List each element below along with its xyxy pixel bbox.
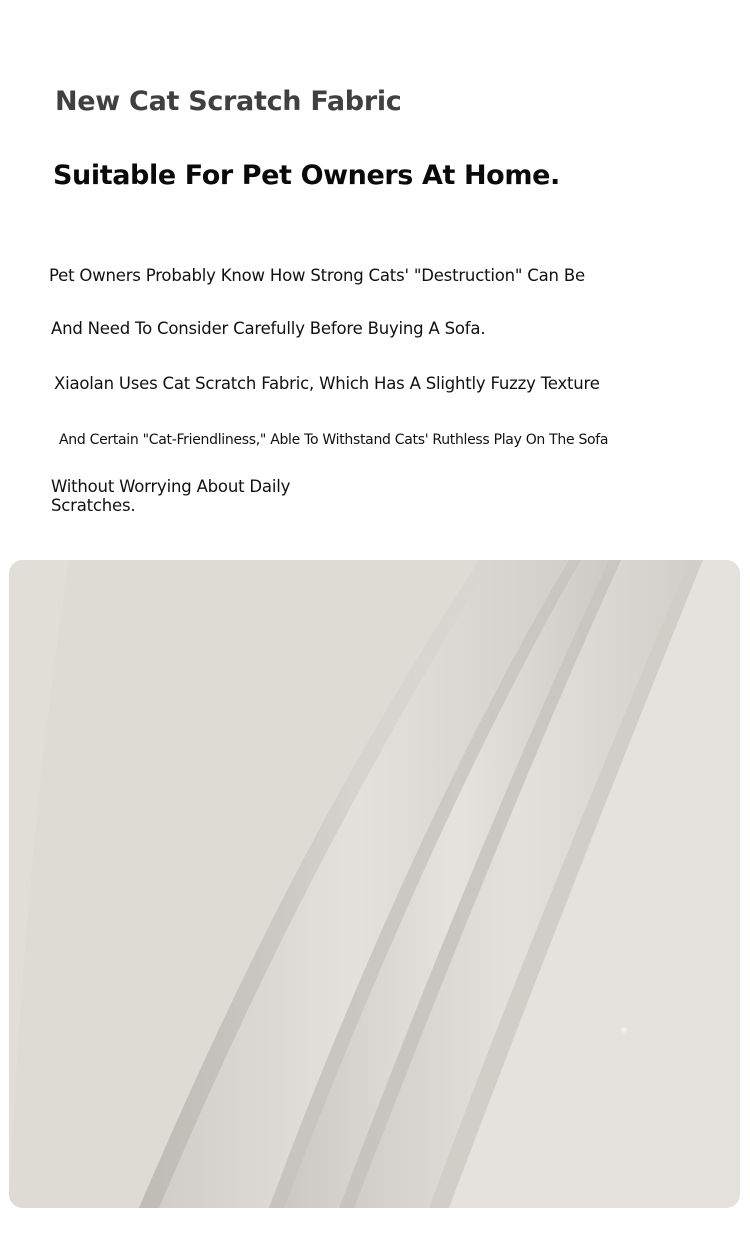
description-line-3: Xiaolan Uses Cat Scratch Fabric, Which Has A Slightly Fuzzy Texture <box>54 374 600 393</box>
description-line-2: And Need To Consider Carefully Before Buying A Sofa. <box>51 319 486 338</box>
description-line-5: Without Worrying About Daily Scratches. <box>51 477 291 515</box>
section-title: New Cat Scratch Fabric <box>55 86 402 117</box>
description-line-4: And Certain "Cat-Friendliness," Able To Withstand Cats' Ruthless Play On The Sofa <box>59 432 609 448</box>
fabric-photo <box>9 560 740 1208</box>
fabric-folds-image <box>9 560 740 1208</box>
description-line-1: Pet Owners Probably Know How Strong Cats' "Destruction" Can Be <box>49 266 585 285</box>
section-subtitle: Suitable For Pet Owners At Home. <box>53 160 560 191</box>
